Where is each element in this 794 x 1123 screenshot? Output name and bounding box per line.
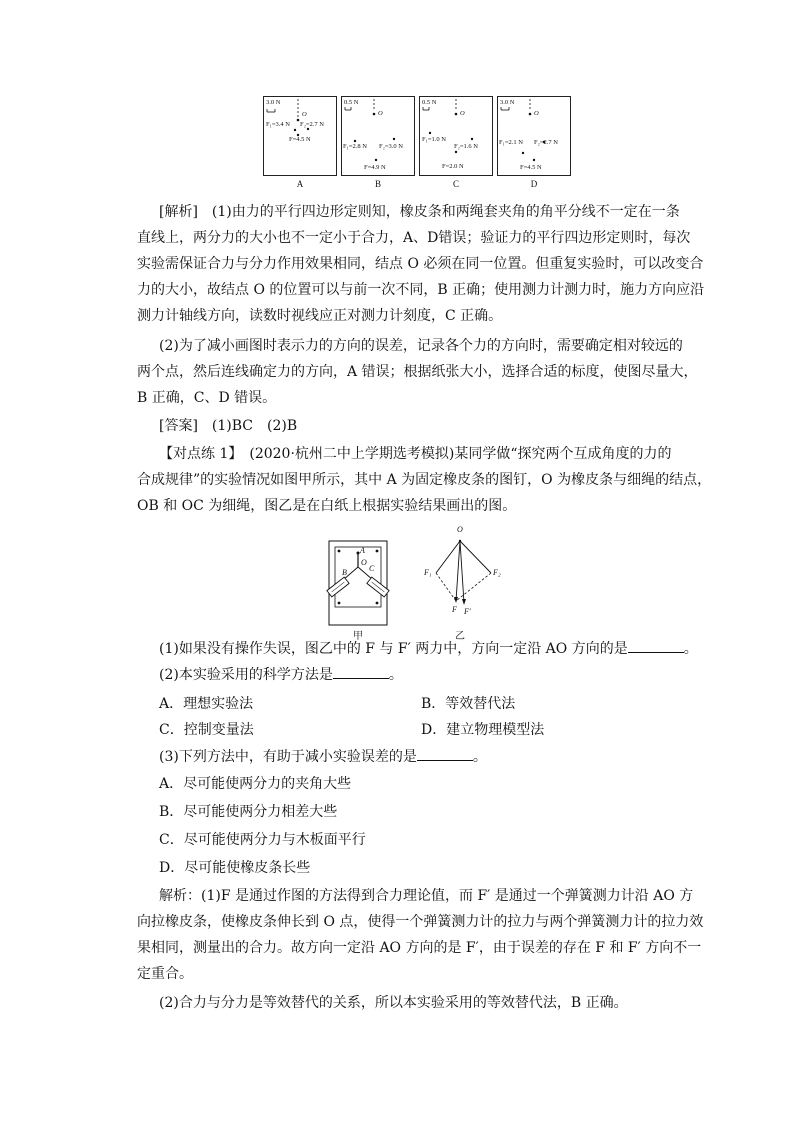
question-1-blank[interactable] [628, 638, 684, 653]
panel-d-f: F=4.5 N [520, 164, 542, 171]
panel-b-scale: 0.5 N [344, 99, 359, 106]
panel-b-f: F=4.9 N [364, 164, 386, 171]
panel-a-label: A [296, 179, 304, 189]
analysis-1-line-4: 力的大小，故结点 O 的位置可以与前一次不同，B 正确；使用测力计测力时，施力方向应沿 [137, 282, 705, 298]
q2-option-a[interactable]: A．理想实验法 [159, 696, 254, 712]
panel-a-f: F=4.5 N [289, 136, 311, 143]
panel-c-label: C [452, 179, 459, 189]
label-fp: F′ [464, 607, 471, 616]
panel-d-o: O [534, 110, 539, 117]
exercise-line-3: OB 和 OC 为细绳，图乙是在白纸上根据实验结果画出的图。 [137, 498, 517, 514]
question-3-text: (3)下列方法中，有助于减小实验误差的是 [159, 749, 417, 765]
label-f2: F₂ [493, 568, 501, 577]
q3-option-b[interactable]: B．尽可能使两分力相差大些 [159, 804, 338, 820]
label-f: F [452, 605, 457, 614]
analysis-1-part-2-line-3: B 正确，C、D 错误。 [137, 390, 277, 406]
question-2-end: 。 [388, 667, 403, 683]
exercise-line-2: 合成规律”的实验情况如图甲所示，其中 A 为固定橡皮条的图钉，O 为橡皮条与细绳的结点， [137, 472, 712, 488]
figure-2-yi [436, 540, 491, 605]
panel-b [341, 96, 415, 176]
analysis-2-line-4: 定重合。 [137, 966, 193, 982]
question-2 [137, 663, 403, 687]
q2-option-b[interactable]: B．等效替代法 [421, 696, 516, 712]
label-yi: 乙 [455, 631, 465, 642]
analysis-1-part-2-line-2: 两个点，然后连线确定力的方向，A 错误；根据纸张大小，选择合适的标度，使图尽量大， [137, 364, 698, 380]
label-b: B [342, 568, 347, 577]
panel-c-scale: 0.5 N [422, 99, 437, 106]
label-f1: F₁ [424, 568, 432, 577]
panel-d-f2: F₂=2.7 N [534, 139, 558, 146]
analysis-2-part-2-line-1: (2)合力与分力是等效替代的关系，所以本实验采用的等效替代法，B 正确。 [159, 995, 628, 1011]
panel-a [263, 96, 337, 176]
question-3-blank[interactable] [417, 746, 473, 761]
q2-option-d[interactable]: D．建立物理模型法 [421, 722, 545, 738]
answer-1 [137, 413, 657, 439]
panel-c-f2: F₂=1.6 N [454, 143, 478, 150]
q3-option-c[interactable]: C．尽可能使两分力与木板面平行 [159, 832, 366, 848]
analysis-1-line-5: 测力计轴线方向，读数时视线应正对测力计刻度，C 正确。 [137, 308, 503, 324]
panel-a-f1: F₁=3.4 N [266, 121, 290, 128]
panel-d-label: D [530, 179, 538, 189]
panel-a-f2: F₂=2.7 N [300, 121, 324, 128]
panel-d-scale: 3.0 N [500, 99, 515, 106]
panel-c-f1: F₁=1.0 N [422, 136, 446, 143]
question-2-blank[interactable] [333, 664, 389, 679]
analysis-1-line-1: [解析] (1)由力的平行四边形定则知，橡皮条和两绳套夹角的角平分线不一定在一条 [159, 204, 680, 220]
question-1 [137, 637, 698, 661]
exercise-stem [137, 441, 712, 519]
panel-a-o: O [302, 111, 307, 118]
analysis-1-line-3: 实验需保证合力与分力作用效果相同，结点 O 必须在同一位置。但重复实验时，可以改变合 [137, 256, 704, 272]
analysis-1-line-2: 直线上，两分力的大小也不一定小于合力，A、D错误；验证力的平行四边形定则时，每次 [137, 230, 691, 246]
question-3 [137, 745, 487, 769]
exercise-line-1: 【对点练 1】 (2020·杭州二中上学期选考模拟)某同学做“探究两个互成角度的力的 [159, 446, 672, 462]
analysis-1-part-2-line-1: (2)为了减小画图时表示力的方向的误差，记录各个力的方向时，需要确定相对较远的 [159, 338, 683, 354]
panel-c-o: O [460, 110, 465, 117]
question-2-text: (2)本实验采用的科学方法是 [159, 667, 333, 683]
question-1-end: 。 [683, 641, 698, 657]
panel-a-scale: 3.0 N [266, 99, 281, 106]
panel-d [497, 96, 571, 176]
label-a: A [360, 546, 365, 555]
figure-top [263, 96, 583, 192]
label-o-yi: O [457, 525, 463, 534]
analysis-2-line-3: 果相同，测量出的合力。故方向一定沿 AO 方向的是 F′，由于误差的存在 F 和 F′ 方向不一 [137, 940, 702, 956]
q3-option-d[interactable]: D．尽可能使橡皮条长些 [159, 860, 311, 876]
figure-2-drawing [325, 535, 515, 645]
analysis-2 [137, 883, 704, 987]
panel-c-f: F=2.0 N [442, 163, 464, 170]
analysis-2-part-2 [137, 990, 657, 1016]
q3-option-a[interactable]: A．尽可能使两分力的夹角大些 [159, 776, 352, 792]
analysis-2-line-1: 解析：(1)F 是通过作图的方法得到合力理论值，而 F′ 是通过一个弹簧测力计沿 AO 方 [159, 888, 694, 904]
analysis-1-part-2 [137, 333, 698, 411]
figure-2 [325, 525, 515, 645]
label-jia: 甲 [353, 631, 363, 642]
question-3-end: 。 [472, 749, 487, 765]
panel-b-o: O [378, 110, 383, 117]
question-1-text: (1)如果没有操作失误，图乙中的 F 与 F′ 两力中，方向一定沿 AO 方向的是 [159, 641, 628, 657]
analysis-2-line-2: 向拉橡皮条，使橡皮条伸长到 O 点，使得一个弹簧测力计的拉力与两个弹簧测力计的拉力效 [137, 914, 704, 930]
analysis-1 [137, 199, 705, 329]
panel-b-label: B [374, 179, 381, 189]
panel-b-f1: F₁=2.8 N [343, 143, 367, 150]
label-c: C [369, 564, 375, 573]
q2-option-c[interactable]: C．控制变量法 [159, 722, 254, 738]
panel-d-f1: F₁=2.1 N [499, 139, 523, 146]
panel-c [419, 96, 493, 176]
answer-1-text: [答案] (1)BC (2)B [159, 418, 298, 434]
label-o-jia: O [361, 558, 367, 567]
panel-b-f2: F₂=3.0 N [379, 143, 403, 150]
